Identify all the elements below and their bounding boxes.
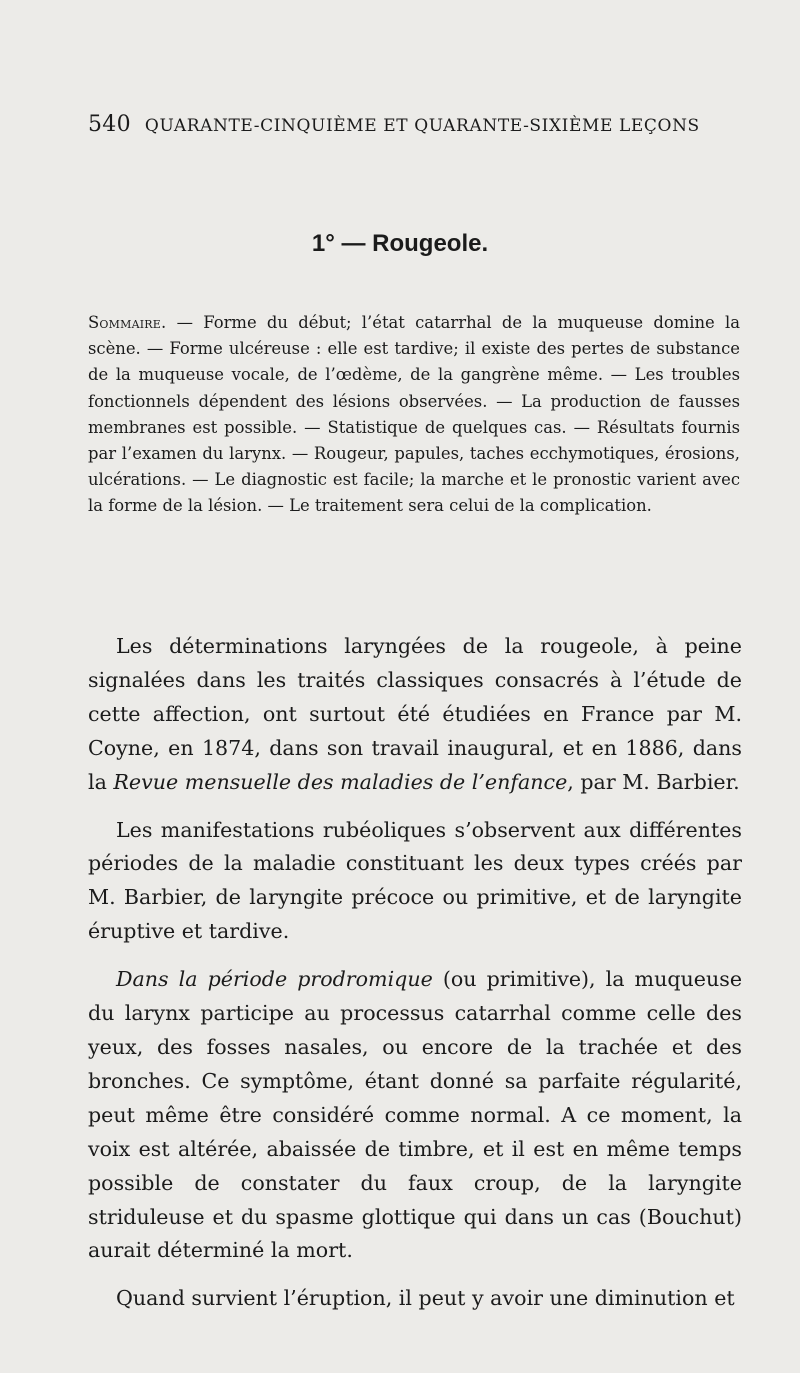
paragraph-1 (88, 630, 742, 800)
running-title: QUARANTE-CINQUIÈME ET QUARANTE-SIXIÈME LEÇONS (144, 116, 700, 136)
paragraph-2: Les manifestations rubéoliques s’observent aux différentes périodes de la maladie constituant les deux types créés par M. Barbier, de laryngite précoce ou primitive, et de laryngite éruptive et tardive. (88, 817, 742, 944)
paragraph-4: Quand survient l’éruption, il peut y avoir une diminution et (116, 1286, 735, 1311)
paragraph-3-lead: Dans la période prodromique (116, 967, 433, 992)
summary-text: — Forme du début; l’état catarrhal de la muqueuse domine la scène. — Forme ulcéreuse : elle est tardive; il existe des pertes de substance de la muqueuse vocale, de l’œdème, de la gangrène même. — Les troubles fonctionnels dépendent des lésions observées. — La production de fausses membranes est possible. — Statistique de quelques cas. — Résultats fournis par l’examen du larynx. — Rougeur, papules, taches ecchymotiques, érosions, ulcérations. — Le diagnostic est facile; la marche et le pronostic varient avec la forme de la lésion. — Le traitement sera celui de la complication. (88, 313, 740, 516)
body-text (88, 630, 742, 1316)
summary-label: Sommaire. (88, 313, 167, 332)
running-header (88, 112, 708, 137)
paragraph-3-text: (ou primitive), la muqueuse du larynx participe au processus catarrhal comme celle des yeux, des fosses nasales, ou encore de la trachée et des bronches. Ce symptôme, étant donné sa parfaite régularité, peut même être considéré comme normal. A ce moment, la voix est altérée, abaissée de timbre, et il est en même temps possible de constater du faux croup, de la laryngite striduleuse et du spasme glottique qui dans un cas (Bouchut) aurait déterminé la mort. (88, 967, 743, 1263)
paragraph-1-text: Les déterminations laryngées de la rougeole, à peine signalées dans les traités classiques consacrés à l’étude de cette affection, ont surtout été étudiées en France par M. Coyne, en 1874, dans son travail inaugural, et en 1886, dans la (88, 634, 742, 794)
section-title: 1° — Rougeole. (311, 230, 489, 257)
summary-block (88, 310, 740, 520)
paragraph-3 (88, 963, 742, 1268)
journal-title: Revue mensuelle des maladies de l’enfance (113, 769, 568, 794)
paragraph-1-end: , par M. Barbier. (567, 769, 740, 794)
page-number: 540 (88, 112, 131, 137)
